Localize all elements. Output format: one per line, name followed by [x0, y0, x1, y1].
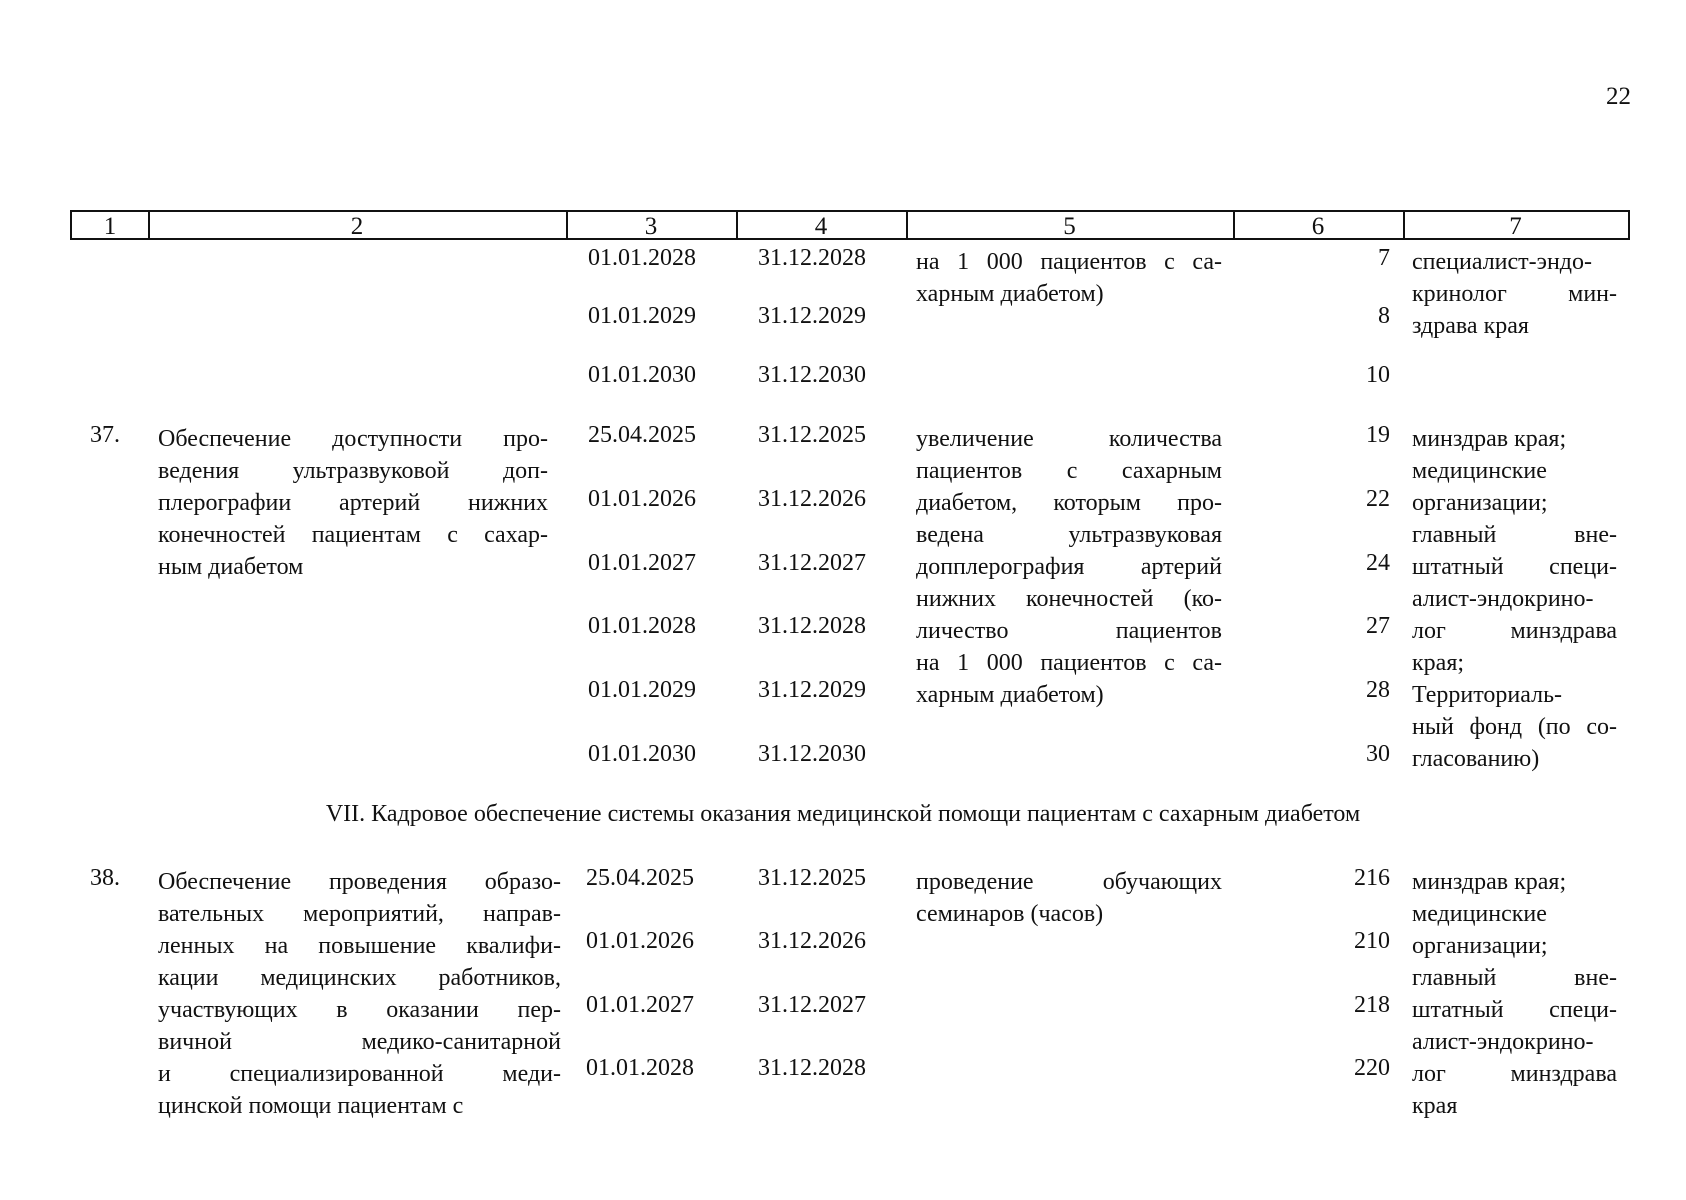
column-header-3: 3	[644, 213, 658, 240]
text-line: организации;	[1412, 933, 1548, 959]
column-header-2: 2	[350, 213, 364, 240]
text-line: плерографии артерий нижних	[158, 490, 548, 516]
table-header	[70, 210, 1630, 240]
text-line: цинской помощи пациентам с	[158, 1093, 464, 1119]
start-date: 01.01.2030	[588, 741, 696, 767]
text-line: ным диабетом	[158, 554, 304, 580]
start-date: 01.01.2027	[586, 992, 694, 1018]
text-line: и специализированной меди-	[158, 1061, 561, 1087]
text-line: допплерография артерий	[916, 554, 1222, 580]
indicator-value: 218	[1354, 992, 1390, 1018]
indicator-value: 10	[1366, 362, 1390, 388]
text-line: Обеспечение доступности про-	[158, 426, 548, 452]
text-line: края;	[1412, 650, 1465, 676]
indicator-value: 8	[1378, 303, 1390, 329]
item-number: 38.	[90, 865, 120, 891]
start-date: 25.04.2025	[588, 422, 696, 448]
indicator-value: 24	[1366, 550, 1390, 576]
section-title: VII. Кадровое обеспечение системы оказания медицинской помощи пациентам с сахарным диабетом	[325, 801, 1361, 827]
result-text	[916, 423, 1222, 711]
text-line: организации;	[1412, 490, 1548, 516]
indicator-value: 7	[1378, 245, 1390, 271]
start-date: 01.01.2026	[586, 928, 694, 954]
indicator-value: 30	[1366, 741, 1390, 767]
column-header-1: 1	[103, 213, 117, 240]
start-date: 25.04.2025	[586, 865, 694, 891]
text-line: кринолог мин-	[1412, 281, 1617, 307]
text-line: Территориаль-	[1412, 682, 1563, 708]
indicator-value: 210	[1354, 928, 1390, 954]
text-line: штатный специ-	[1412, 554, 1617, 580]
column-header-5: 5	[1063, 213, 1076, 240]
text-line: пациентов с сахарным	[916, 458, 1222, 484]
start-date: 01.01.2028	[586, 1055, 694, 1081]
end-date: 31.12.2028	[758, 613, 866, 639]
end-date: 31.12.2030	[758, 741, 866, 767]
responsible-text	[1412, 246, 1617, 342]
text-line: ведена ультразвуковая	[916, 522, 1222, 548]
text-line: главный вне-	[1412, 965, 1617, 991]
start-date: 01.01.2029	[588, 677, 696, 703]
end-date: 31.12.2026	[758, 928, 866, 954]
text-line: медицинские	[1412, 901, 1547, 927]
text-line: кации медицинских работников,	[158, 965, 561, 991]
column-header-7: 7	[1509, 213, 1522, 240]
end-date: 31.12.2029	[758, 303, 866, 329]
end-date: 31.12.2030	[758, 362, 866, 388]
result-text	[916, 866, 1222, 930]
text-line: харным диабетом)	[916, 682, 1104, 708]
responsible-text	[1412, 423, 1617, 775]
start-date: 01.01.2028	[588, 613, 696, 639]
item-number: 37.	[90, 422, 120, 448]
text-line: главный вне-	[1412, 522, 1617, 548]
end-date: 31.12.2026	[758, 486, 866, 512]
indicator-value: 27	[1366, 613, 1390, 639]
text-line: харным диабетом)	[916, 281, 1104, 307]
result-text	[916, 246, 1222, 310]
indicator-value: 22	[1366, 486, 1390, 512]
text-line: здрава края	[1412, 313, 1529, 339]
responsible-text	[1412, 866, 1617, 1122]
text-line: гласованию)	[1412, 746, 1540, 772]
end-date: 31.12.2027	[758, 550, 866, 576]
end-date: 31.12.2025	[758, 422, 866, 448]
end-date: 31.12.2028	[758, 245, 866, 271]
text-line: минздрав края;	[1412, 869, 1567, 895]
column-header-4: 4	[814, 213, 828, 240]
column-header-6: 6	[1311, 213, 1325, 240]
text-line: ведения ультразвуковой доп-	[158, 458, 548, 484]
text-line: конечностей пациентам с сахар-	[158, 522, 548, 548]
text-line: ный фонд (по со-	[1412, 714, 1617, 740]
text-line: увеличение количества	[916, 426, 1222, 452]
text-line: края	[1412, 1093, 1458, 1119]
text-line: проведение обучающих	[916, 869, 1222, 895]
text-line: алист-эндокрино-	[1412, 586, 1594, 612]
text-line: личество пациентов	[916, 618, 1222, 644]
text-line: диабетом, которым про-	[916, 490, 1222, 516]
indicator-value: 28	[1366, 677, 1390, 703]
start-date: 01.01.2030	[588, 362, 696, 388]
end-date: 31.12.2029	[758, 677, 866, 703]
indicator-value: 220	[1354, 1055, 1390, 1081]
text-line: участвующих в оказании пер-	[158, 997, 561, 1023]
text-line: вичной медико-санитарной	[158, 1029, 561, 1055]
indicator-value: 216	[1354, 865, 1390, 891]
page-number: 22	[1606, 83, 1631, 110]
text-line: штатный специ-	[1412, 997, 1617, 1023]
start-date: 01.01.2029	[588, 303, 696, 329]
text-line: минздрав края;	[1412, 426, 1567, 452]
end-date: 31.12.2027	[758, 992, 866, 1018]
indicator-value: 19	[1366, 422, 1390, 448]
text-line: медицинские	[1412, 458, 1547, 484]
start-date: 01.01.2026	[588, 486, 696, 512]
text-line: Обеспечение проведения образо-	[158, 869, 561, 895]
text-line: алист-эндокрино-	[1412, 1029, 1594, 1055]
text-line: лог минздрава	[1412, 1061, 1617, 1087]
start-date: 01.01.2027	[588, 550, 696, 576]
item-name	[158, 866, 561, 1122]
text-line: специалист-эндо-	[1412, 249, 1592, 275]
text-line: семинаров (часов)	[916, 901, 1104, 927]
text-line: ленных на повышение квалифи-	[158, 933, 561, 959]
item-name	[158, 423, 548, 583]
end-date: 31.12.2025	[758, 865, 866, 891]
start-date: 01.01.2028	[588, 245, 696, 271]
text-line: на 1 000 пациентов с са-	[916, 249, 1222, 275]
text-line: на 1 000 пациентов с са-	[916, 650, 1222, 676]
text-line: нижних конечностей (ко-	[916, 586, 1222, 612]
text-line: вательных мероприятий, направ-	[158, 901, 561, 927]
text-line: лог минздрава	[1412, 618, 1617, 644]
end-date: 31.12.2028	[758, 1055, 866, 1081]
